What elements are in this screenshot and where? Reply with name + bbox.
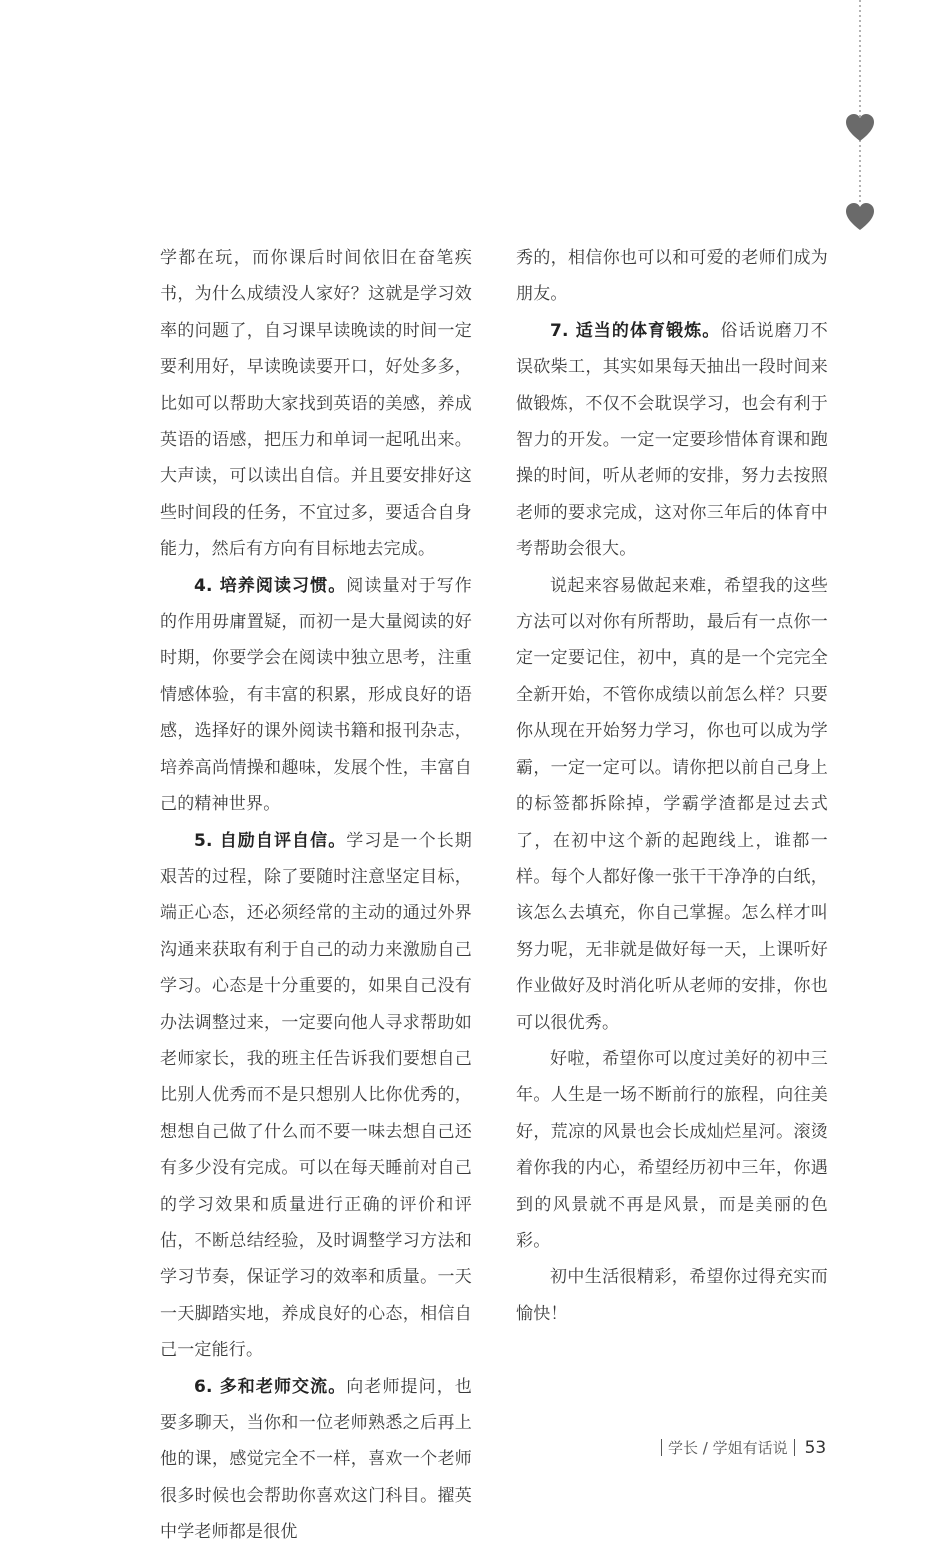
- paragraph-text: 学习是一个长期艰苦的过程，除了要随时注意坚定目标，端正心态，还必须经常的主动的通过外界沟通来获取有利于自己的动力来激励自己学习。心态是十分重要的，如果自己没有办法调整过来，一定要向他人寻求帮助如老师家长，我的班主任告诉我们要想自己比别人优秀而不是只想别人比你优秀的，想想自己做了什么而不要一味去想自己还有多少没有完成。可以在每天睡前对自己的学习效果和质量进行正确的评价和评估，不断总结经验，及时调整学习方法和学习节奏，保证学习的效率和质量。一天一天脚踏实地，养成良好的心态，相信自己一定能行。: [160, 830, 472, 1361]
- divider: [794, 1439, 795, 1456]
- paragraph: 初中生活很精彩，希望你过得充实而愉快！: [516, 1267, 828, 1324]
- paragraph: 好啦，希望你可以度过美好的初中三年。人生是一场不断前行的旅程，向往美好，荒凉的风景也会长成灿烂星河。滚烫着你我的内心，希望经历初中三年，你遇到的风景就不再是风景，而是美丽的色彩。: [516, 1048, 828, 1251]
- section-heading: 6. 多和老师交流。: [194, 1376, 347, 1397]
- paragraph-text: 向老师提问，也要多聊天，当你和一位老师熟悉之后再上他的课，感觉完全不一样，喜欢一个老师很多时候也会帮助你喜欢这门科目。擢英中学老师都是很优: [160, 1376, 472, 1543]
- section-heading: 7. 适当的体育锻炼。: [550, 320, 721, 341]
- paragraph-text: 阅读量对于写作的作用毋庸置疑，而初一是大量阅读的好时期，你要学会在阅读中独立思考，注重情感体验，有丰富的积累，形成良好的语感，选择好的课外阅读书籍和报刊杂志，培养高尚情操和趣味，发展个性，丰富自己的精神世界。: [160, 575, 472, 815]
- section-heading: 4. 培养阅读习惯。: [194, 575, 347, 596]
- paragraph-text: 俗话说磨刀不误砍柴工，其实如果每天抽出一段时间来做锻炼，不仅不会耽误学习，也会有利于智力的开发。一定一定要珍惜体育课和跑操的时间，听从老师的安排，努力去按照老师的要求完成，这对你三年后的体育中考帮助会很大。: [516, 320, 828, 560]
- page-footer: [655, 1437, 826, 1458]
- divider: [661, 1439, 662, 1456]
- paragraph: [160, 1369, 472, 1551]
- page-number: 53: [804, 1438, 827, 1458]
- paragraph: 说起来容易做起来难，希望我的这些方法可以对你有所帮助，最后有一点你一定一定要记住，初中，真的是一个完完全全新开始，不管你成绩以前怎么样？只要你从现在开始努力学习，你也可以成为学霸，一定一定可以。请你把以前自己身上的标签都拆除掉，学霸学渣都是过去式了，在初中这个新的起跑线上，谁都一样。每个人都好像一张干干净净的白纸，该怎么去填充，你自己掌握。怎么样才叫努力呢，无非就是做好每一天，上课听好作业做好及时消化听从老师的安排，你也可以很优秀。: [516, 575, 828, 1033]
- left-text-column: [160, 240, 472, 1551]
- paragraph: [160, 823, 472, 1369]
- decorative-dotted-line-with-hearts: [840, 0, 880, 240]
- heart-icon: [846, 114, 874, 141]
- paragraph: 学都在玩，而你课后时间依旧在奋笔疾书，为什么成绩没人家好？这就是学习效率的问题了，自习课早读晚读的时间一定要利用好，早读晚读要开口，好处多多，比如可以帮助大家找到英语的美感，养成英语的语感，把压力和单词一起吼出来。大声读，可以读出自信。并且要安排好这些时间段的任务，不宜过多，要适合自身能力，然后有方向有目标地去完成。: [160, 248, 472, 560]
- section-heading: 5. 自励自评自信。: [194, 830, 347, 851]
- paragraph: [160, 568, 472, 823]
- heart-icon: [846, 203, 874, 230]
- section-label: 学长 / 学姐有话说: [668, 1439, 788, 1457]
- paragraph: 秀的，相信你也可以和可爱的老师们成为朋友。: [516, 248, 828, 305]
- paragraph: [516, 313, 828, 568]
- right-text-column: [516, 240, 828, 1332]
